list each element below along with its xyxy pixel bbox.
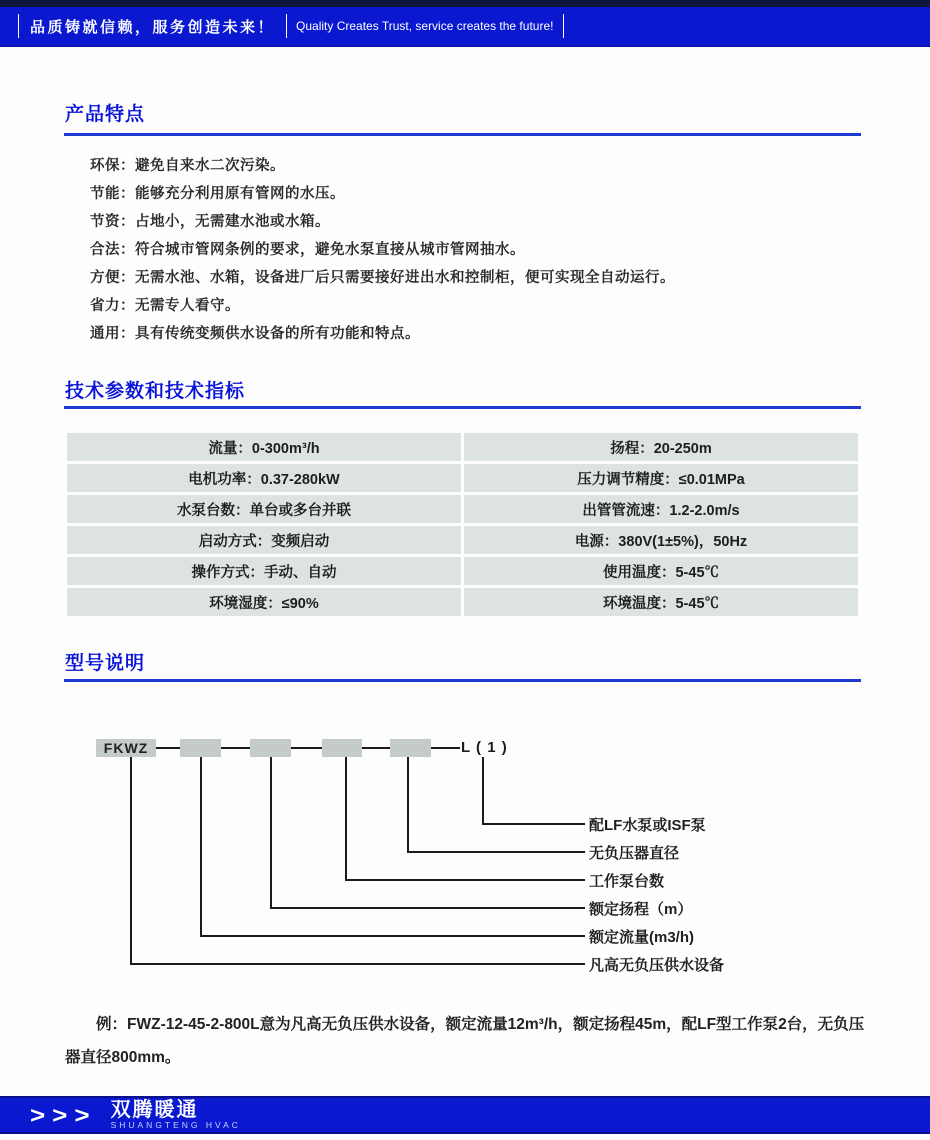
model-field-box-flow [180,739,221,757]
model-field-box-pumps [322,739,362,757]
feature-item: 省力：无需专人看守。 [90,298,240,314]
spec-cell-right: 环境温度：5-45℃ [464,588,858,616]
spec-row [67,588,858,616]
header-divider [286,14,287,38]
chevrons-icon: >>> [30,1101,97,1129]
feature-item: 合法：符合城市管网条例的要求，避免水泵直接从城市管网抽水。 [90,242,525,258]
spec-cell-left: 水泵台数：单台或多台并联 [67,495,461,523]
connector-elbow [130,757,585,965]
header-divider [563,14,564,38]
spec-cell-right: 出管管流速：1.2-2.0m/s [464,495,858,523]
brand-logo [111,1100,241,1130]
diagram-label-pump-type: 配LF水泵或ISF泵 [589,817,706,834]
section-title-features: 产品特点 [65,104,146,125]
model-suffix: L ( 1 ) [461,739,508,756]
section-title-specs: 技术参数和技术指标 [65,381,246,402]
model-prefix: FKWZ [103,740,149,756]
spec-cell-right: 使用温度：5-45℃ [464,557,858,585]
spec-cell-left: 流量：0-300m³/h [67,433,461,461]
section-title-model: 型号说明 [65,653,146,674]
spec-row [67,557,858,585]
spec-row [67,526,858,554]
feature-item: 通用：具有传统变频供水设备的所有功能和特点。 [90,326,420,342]
spec-cell-left: 环境湿度：≤90% [67,588,461,616]
feature-item: 方便：无需水池、水箱，设备进厂后只需要接好进出水和控制柜，便可实现全自动运行。 [90,270,675,286]
diagram-label-flow: 额定流量(m3/h) [589,929,695,946]
section-divider [64,406,861,409]
diagram-label-pump-count: 工作泵台数 [589,873,665,890]
spec-table-body [67,433,858,616]
spec-cell-right: 扬程：20-250m [464,433,858,461]
slogan-chinese: 品质铸就信赖，服务创造未来！ [30,18,276,36]
model-prefix-box [96,739,156,757]
spec-row [67,464,858,492]
page-header [0,0,930,47]
spec-row [67,495,858,523]
brand-name-english: SHUANGTENG HVAC [110,1120,241,1130]
section-divider [64,133,861,136]
model-example-text: 例：FWZ-12-45-2-800L意为凡高无负压供水设备，额定流量12m³/h，额定扬程45m，配LF型工作泵2台，无负压器直径800mm。 [65,1016,865,1066]
section-divider [64,679,861,682]
spec-row [67,433,858,461]
spec-cell-left: 启动方式：变频启动 [67,526,461,554]
feature-list [90,152,850,348]
slogan-english: Quality Creates Trust, service creates the future! [296,19,554,33]
feature-item: 节能：能够充分利用原有管网的水压。 [90,186,345,202]
spec-cell-left: 操作方式：手动、自动 [67,557,461,585]
diagram-label-diameter: 无负压器直径 [589,845,680,862]
model-field-box-diameter [390,739,431,757]
feature-item: 节资：占地小，无需建水池或水箱。 [90,214,330,230]
model-code-diagram [0,700,930,990]
header-slogan-bar [0,7,930,47]
header-divider [18,14,19,38]
spec-cell-right: 压力调节精度：≤0.01MPa [464,464,858,492]
feature-item: 环保：避免自来水二次污染。 [90,158,285,174]
model-field-box-head [250,739,291,757]
spec-table [64,430,861,619]
page-footer [0,1096,930,1134]
header-top-strip [0,0,930,7]
spec-cell-right: 电源：380V(1±5%)，50Hz [464,526,858,554]
brand-name-chinese: 双腾暖通 [110,1099,199,1121]
spec-cell-left: 电机功率：0.37-280kW [67,464,461,492]
diagram-label-head: 额定扬程（m） [589,901,693,918]
diagram-label-device: 凡高无负压供水设备 [589,957,725,974]
